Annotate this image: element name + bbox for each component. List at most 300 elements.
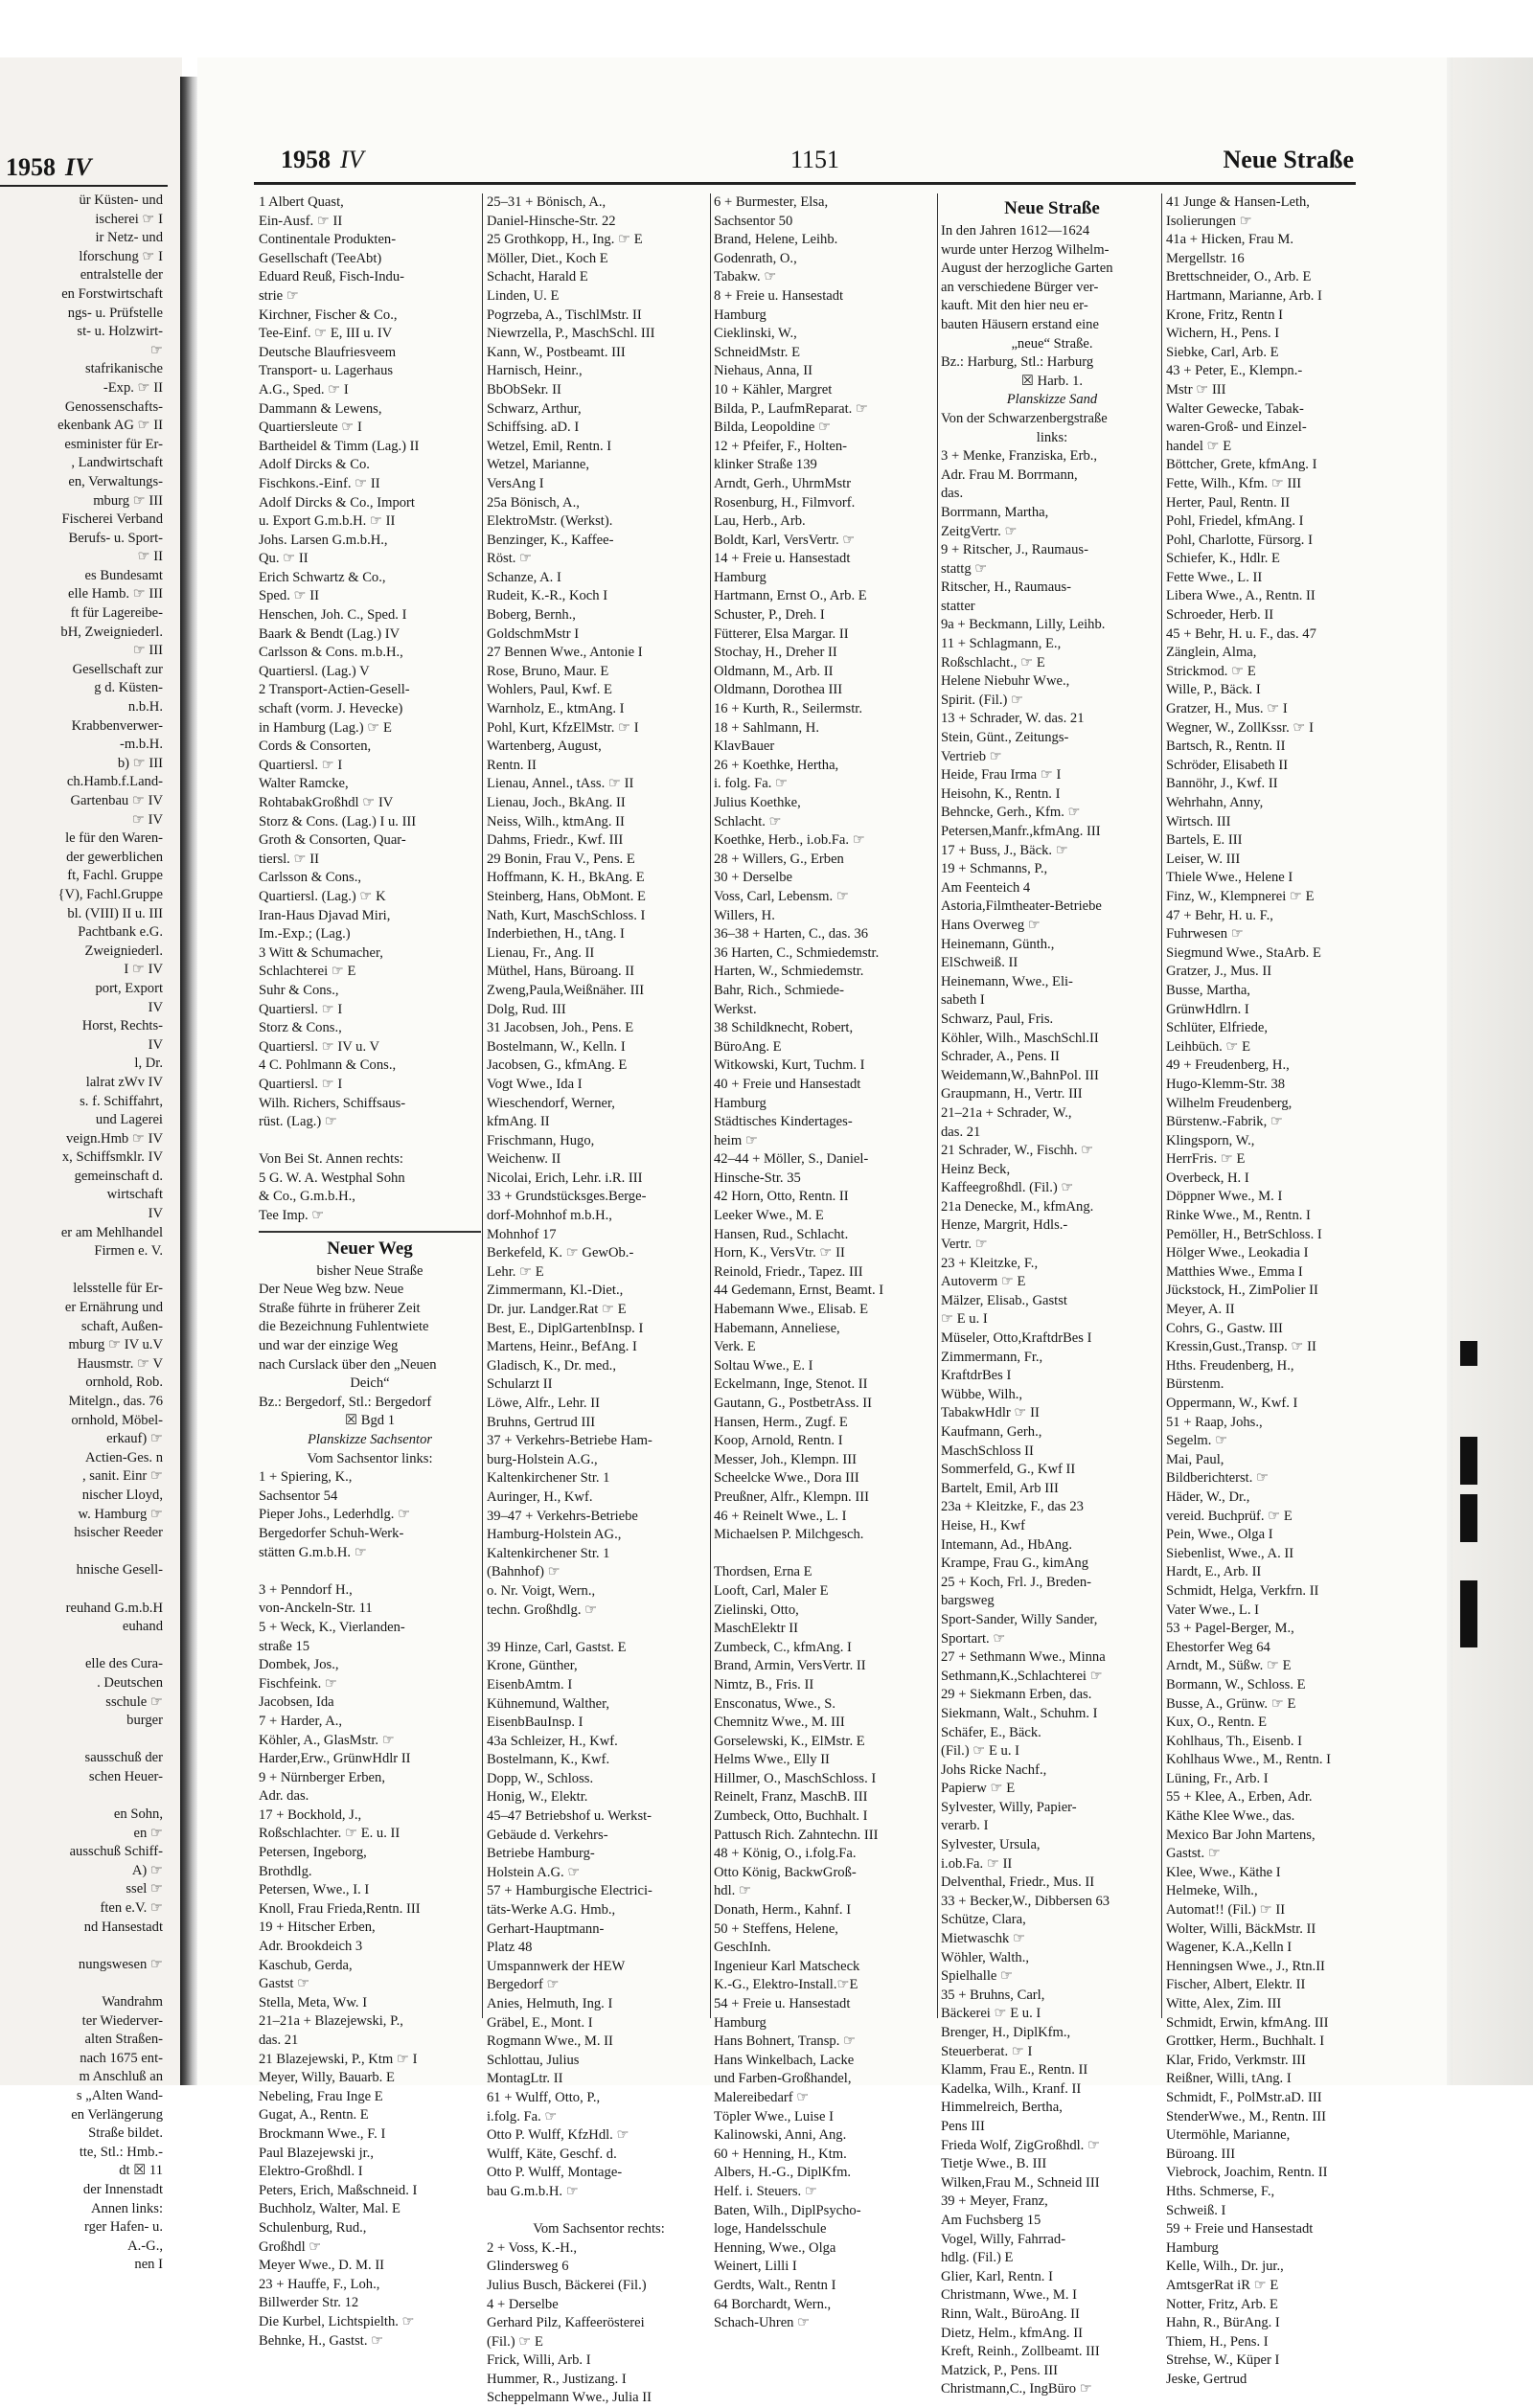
directory-entry-line: Horst, Rechts- (81, 1018, 163, 1034)
directory-entry-line: Otto P. Wulff, Montage- (487, 2165, 623, 2181)
directory-entry-line: Behnke, H., Gastst. ☞ (259, 2332, 384, 2349)
directory-entry-line: Gastst. ☞ (1166, 1846, 1221, 1862)
directory-entry-line: Hamburg (714, 2014, 766, 2031)
directory-entry-line: Busse, Martha, (1166, 982, 1250, 998)
directory-entry-line: Schiefer, K., Hdlr. E (1166, 551, 1280, 567)
directory-entry-line: Vogel, Willy, Fahrrad- (941, 2231, 1066, 2247)
directory-entry-line: Mergellstr. 16 (1166, 250, 1245, 266)
directory-entry-line: Bäckerei ☞ E u. I (941, 2006, 1041, 2022)
directory-entry-line: Spielhalle ☞ (941, 1968, 1014, 1985)
directory-entry-line: Hansen, Herm., Zugf. E (714, 1414, 848, 1430)
directory-entry-line: 33 + Grundstücksges.Berge- (487, 1189, 647, 1205)
directory-entry-line: 9a + Beckmann, Lilly, Leihb. (941, 617, 1106, 633)
directory-entry-line: rger Hafen- u. (84, 2219, 163, 2236)
directory-entry-line: en Verlängerung (71, 2106, 163, 2123)
directory-entry-line: Harnisch, Heinr., (487, 363, 583, 379)
directory-entry-line: Gesellschaft (TeeAbt) (259, 250, 382, 266)
directory-entry-line: Mietwaschk ☞ (941, 1931, 1026, 1947)
directory-entry-line: Frischmann, Hugo, (487, 1132, 595, 1148)
directory-entry-line: Pohl, Charlotte, Fürsorg. I (1166, 532, 1313, 548)
directory-entry-line: 4 C. Pohlmann & Cons., (259, 1057, 397, 1074)
directory-entry-line: Pieper Johs., Lederhdlg. ☞ (259, 1507, 411, 1523)
directory-entry-line: Lienau, Annel., tAss. ☞ II (487, 776, 634, 792)
directory-entry-line: Horn, K., VersVtr. ☞ II (714, 1245, 845, 1261)
directory-entry-line: Nimtz, B., Fris. II (714, 1676, 814, 1692)
directory-entry-line: Pens III (941, 2118, 985, 2134)
directory-entry-line: Hamburg (714, 569, 766, 585)
directory-entry-line: 25–31 + Bönisch, A., (487, 194, 606, 210)
directory-entry-line: Sylvester, Willy, Papier- (941, 1799, 1077, 1815)
street-section-heading: Neuer Weg (327, 1238, 413, 1259)
directory-entry-line: Klar, Frido, Verkmstr. III (1166, 2052, 1306, 2068)
directory-entry-line: verarb. I (941, 1818, 989, 1834)
directory-entry-line: 30 + Derselbe (714, 870, 792, 886)
directory-entry-line: schen Heuer- (88, 1768, 163, 1784)
directory-entry-line: i.folg. Fa. ☞ (487, 2108, 558, 2124)
directory-entry-line: Fischerei Verband (61, 511, 163, 528)
directory-entry-line: Albers, H.-G., DiplKfm. (714, 2165, 852, 2181)
directory-entry-line: Am Fuchsberg 15 (941, 2212, 1041, 2228)
directory-entry-line: Stella, Meta, Ww. I (259, 1994, 368, 2010)
directory-entry-line: Herter, Paul, Rentn. II (1166, 494, 1291, 511)
directory-entry-line: 3 + Penndorf H., (259, 1581, 353, 1598)
directory-entry-line: Petersen, Wwe., I. I (259, 1882, 370, 1898)
directory-entry-line: Mitelgn., das. 76 (68, 1394, 163, 1409)
directory-entry-line: Kirchner, Fischer & Co., (259, 307, 398, 323)
directory-entry-line: Grottker, Herm., Buchhalt. I (1166, 2033, 1325, 2050)
directory-entry-line: 27 Bennen Wwe., Antonie I (487, 645, 643, 661)
directory-entry-line: Leeker Wwe., M. E (714, 1208, 824, 1224)
directory-entry-line: AmtsgerRat iR ☞ E (1166, 2277, 1279, 2293)
directory-entry-line: Kressin,Gust.,Transp. ☞ II (1166, 1339, 1316, 1355)
directory-entry-line: -Exp. ☞ II (103, 379, 163, 396)
directory-entry-line: 21a Denecke, M., kfmAng. (941, 1198, 1094, 1215)
directory-entry-line: Bannöhr, J., Kwf. II (1166, 776, 1278, 792)
blank-line (0, 1261, 163, 1281)
directory-entry-line: KlavBauer (714, 738, 775, 755)
directory-entry-line: Fette Wwe., L. II (1166, 569, 1263, 585)
directory-entry-line: Dammann & Lewens, (259, 400, 382, 417)
directory-entry-line: Quartiersl. (Lag.) V (259, 663, 370, 679)
directory-entry-line: Wilhelm Freudenberg, (1166, 1095, 1293, 1111)
directory-entry-line: Lüning, Fr., Arb. I (1166, 1770, 1269, 1786)
directory-entry-line: Schuster, P., Dreh. I (714, 607, 825, 624)
directory-entry-line: Adolf Dircks & Co. (259, 457, 370, 473)
directory-entry-line: ornhold, Rob. (85, 1374, 163, 1391)
directory-entry-line: Mexico Bar John Martens, (1166, 1827, 1316, 1843)
directory-entry-line: Jacobsen, Ida (259, 1694, 334, 1711)
directory-entry-line: Steinberg, Hans, ObMont. E (487, 888, 646, 904)
directory-entry-line: tiersl. ☞ II (259, 851, 319, 867)
directory-entry-line: Michaelsen P. Milchgesch. (714, 1527, 864, 1543)
directory-entry-line: Benzinger, K., Kaffee- (487, 532, 614, 548)
directory-entry-line: 40 + Freie und Hansestadt (714, 1076, 861, 1092)
directory-entry-line: ☞ II (137, 549, 163, 565)
directory-entry-line: Wieschendorf, Werner, (487, 1095, 615, 1111)
directory-entry-line: Neiss, Wilh., ktmAng. II (487, 813, 625, 829)
directory-entry-line: Hillmer, O., MaschSchloss. I (714, 1770, 877, 1786)
directory-entry-line: 25 + Koch, Frl. J., Breden- (941, 1574, 1091, 1590)
directory-entry-line: Die Kurbel, Lichtspielth. ☞ (259, 2313, 415, 2329)
directory-entry-line: burger (126, 1713, 163, 1729)
directory-entry-line: Henning, Wwe., Olga (714, 2239, 836, 2256)
directory-entry-line: 27 + Sethmann Wwe., Minna (941, 1649, 1106, 1666)
directory-entry-line: Heide, Frau Irma ☞ I (941, 767, 1062, 784)
directory-entry-line: Thordsen, Erna E (714, 1564, 812, 1580)
directory-entry-line: Bz.: Bergedorf, Stl.: Bergedorf (259, 1394, 432, 1410)
directory-entry-line: Schlüter, Elfriede, (1166, 1020, 1268, 1036)
directory-entry-line: Ehestorfer Weg 64 (1166, 1639, 1270, 1655)
directory-entry-line: Krone, Günther, (487, 1658, 578, 1674)
directory-entry-line: 54 + Freie u. Hansestadt (714, 1996, 851, 2011)
directory-entry-line: Zumbeck, C., kfmAng. I (714, 1639, 852, 1655)
directory-entry-line: 9 + Nürnberger Erben, (259, 1769, 385, 1785)
directory-entry-line: ElektroMstr. (Werkst). (487, 513, 613, 530)
directory-entry-line: Heinz Beck, (941, 1161, 1011, 1177)
directory-entry-line: Gebäude d. Verkehrs- (487, 1827, 608, 1843)
directory-entry-line: Wandrahm (102, 1994, 163, 2010)
directory-entry-line: hdlg. (Fil.) E (941, 2250, 1014, 2266)
directory-entry-line: 60 + Henning, H., Ktm. (714, 2146, 847, 2162)
directory-entry-line: x, Schiffsmklr. IV (61, 1149, 163, 1166)
directory-entry-line: täts-Werke A.G. Hmb., (487, 1902, 616, 1919)
directory-entry-line: ZeitgVertr. ☞ (941, 523, 1018, 539)
directory-entry-line: Carlsson & Cons., (259, 870, 362, 886)
directory-entry-line: n.b.H. (127, 699, 163, 716)
directory-entry-line: Actien-Ges. n (84, 1449, 163, 1465)
directory-entry-line: Warnholz, E., ktmAng. I (487, 701, 625, 717)
directory-entry-line: 55 + Klee, A., Erben, Adr. (1166, 1789, 1313, 1806)
directory-entry-line: ☞ III (132, 643, 163, 659)
directory-entry-line: Kohlhaus Wwe., M., Rentn. I (1166, 1752, 1331, 1768)
directory-entry-line: Schlachterei ☞ E (259, 964, 356, 980)
directory-entry-line: Brenger, H., DiplKfm., (941, 2025, 1071, 2040)
directory-entry-line: ☞ IV (131, 811, 163, 828)
directory-entry-line: Gugat, A., Rentn. E (259, 2107, 369, 2124)
directory-entry-line: Helf. i. Steuers. ☞ (714, 2183, 817, 2199)
directory-entry-line: Röst. ☞ (487, 551, 533, 567)
directory-entry-line: i. folg. Fa. ☞ (714, 776, 789, 792)
directory-entry-line: Hölger Wwe., Leokadia I (1166, 1245, 1309, 1261)
directory-entry-line: hnische Gesell- (76, 1562, 163, 1579)
directory-entry-line: Dopp, W., Schloss. (487, 1770, 594, 1786)
directory-entry-line: Papierw ☞ E (941, 1781, 1016, 1797)
directory-entry-line: Heinemann, Günth., (941, 936, 1055, 952)
directory-entry-line: Koop, Arnold, Rentn. I (714, 1433, 843, 1449)
directory-entry-line: Reinelt, Franz, MaschB. III (714, 1789, 868, 1806)
directory-entry-line: bargsweg (941, 1593, 995, 1609)
column-divider (1161, 193, 1162, 2018)
blank-line (0, 1543, 163, 1562)
directory-entry-line: ir Netz- und (95, 230, 163, 246)
directory-entry-line: 17 + Bockhold, J., (259, 1806, 362, 1823)
directory-entry-line: Scheppelmann Wwe., Julia II (487, 2390, 652, 2406)
directory-entry-line: Daniel-Hinsche-Str. 22 (487, 213, 616, 229)
directory-entry-line: Martens, Heinr., BefAng. I (487, 1339, 637, 1355)
directory-entry-line: Storz & Cons., (259, 1020, 342, 1036)
directory-entry-line: Honig, W., Elektr. (487, 1789, 588, 1806)
directory-entry-line: Bartelt, Emil, Arb III (941, 1480, 1059, 1496)
directory-entry-line: Zimmermann, Kl.-Diet., (487, 1283, 624, 1299)
directory-entry-line: handel ☞ E (1166, 438, 1232, 454)
directory-entry-line: ften e.V. ☞ (100, 1900, 163, 1917)
directory-entry-line: 9 + Ritscher, J., Raumaus- (941, 542, 1088, 558)
directory-entry-line: Hamburg (714, 1095, 766, 1111)
directory-entry-line: 23 + Hauffe, F., Loh., (259, 2276, 380, 2292)
directory-entry-line: Bz.: Harburg, Stl.: Harburg (941, 354, 1094, 371)
directory-entry-line: VersAng I (487, 475, 544, 491)
directory-entry-line: . Deutschen (97, 1674, 163, 1691)
directory-entry-line: Hamburg-Holstein AG., (487, 1527, 622, 1543)
directory-entry-line: Malereibedarf ☞ (714, 2089, 810, 2105)
directory-entry-line: Quartiersleute ☞ I (259, 420, 362, 436)
directory-entry-line: Kux, O., Rentn. E (1166, 1715, 1267, 1731)
directory-entry-line: Glindersweg 6 (487, 2259, 569, 2275)
directory-entry-line: Vogt Wwe., Ida I (487, 1076, 583, 1092)
directory-entry-line: Klee, Wwe., Käthe I (1166, 1864, 1281, 1880)
directory-entry-line: Johs Ricke Nachf., (941, 1761, 1047, 1778)
directory-entry-line: Schwarz, Arthur, (487, 400, 582, 417)
directory-entry-line: 10 + Kähler, Margret (714, 381, 833, 398)
directory-entry-line: Buchholz, Walter, Mal. E (259, 2201, 400, 2217)
directory-entry-line: 39 + Meyer, Franz, (941, 2193, 1048, 2210)
directory-entry-line: 39 Hinze, Carl, Gastst. E (487, 1639, 627, 1655)
directory-entry-line: Kann, W., Postbeamt. III (487, 344, 626, 360)
directory-entry-line: Viebrock, Joachim, Rentn. II (1166, 2165, 1328, 2181)
directory-entry-line: Paul Blazejewski jr., (259, 2145, 374, 2161)
directory-entry-line: Quartiersl. (Lag.) ☞ K (259, 888, 386, 904)
directory-entry-line: & Co., G.m.b.H., (259, 1189, 355, 1205)
directory-entry-line: Städtisches Kindertages- (714, 1114, 853, 1130)
directory-entry-line: Wartenberg, August, (487, 738, 602, 755)
directory-entry-line: Sommerfeld, G., Kwf II (941, 1462, 1076, 1478)
directory-entry-line: Schmidt, F., PolMstr.aD. III (1166, 2089, 1322, 2105)
directory-entry-line: Fischfeink. ☞ (259, 1675, 337, 1692)
directory-entry-line: Wetzel, Emil, Rentn. I (487, 438, 612, 454)
directory-entry-line: 26 + Koethke, Hertha, (714, 757, 839, 773)
directory-entry-line: Cords & Consorten, (259, 738, 372, 755)
directory-entry-line: EisenbBauInsp. I (487, 1715, 583, 1731)
directory-entry-line: 49 + Freudenberg, H., (1166, 1057, 1290, 1074)
directory-entry-line: Fette, Wilh., Kfm. ☞ III (1166, 475, 1302, 491)
directory-entry-line: Otto König, BackwGroß- (714, 1864, 857, 1880)
directory-entry-line: port, Export (95, 980, 163, 996)
directory-entry-line: Ensconatus, Wwe., S. (714, 1695, 836, 1712)
centered-note: ☒ Bgd 1 (344, 1413, 395, 1429)
directory-entry-line: Kelle, Wilh., Dr. jur., (1166, 2259, 1284, 2275)
directory-entry-line: Hans Overweg ☞ (941, 917, 1041, 933)
directory-entry-line: Lienau, Joch., BkAng. II (487, 795, 626, 810)
directory-entry-line: Segelm. ☞ (1166, 1433, 1228, 1449)
directory-entry-line: Sport-Sander, Willy Sander, (941, 1611, 1098, 1627)
directory-entry-line: Mälzer, Elisab., Gastst (941, 1292, 1067, 1308)
directory-entry-line: Wöhler, Walth., (941, 1949, 1029, 1965)
directory-entry-line: 42 Horn, Otto, Rentn. II (714, 1189, 849, 1205)
directory-entry-line: Christmann,C., IngBüro ☞ (941, 2381, 1092, 2397)
directory-entry-line: Krabbenverwer- (71, 717, 163, 734)
directory-entry-line: Hinsche-Str. 35 (714, 1170, 801, 1186)
directory-entry-line: Dombek, Jos., (259, 1657, 339, 1673)
directory-entry-line: 31 Jacobsen, Joh., Pens. E (487, 1020, 634, 1036)
directory-entry-line: Witkowski, Kurt, Tuchm. I (714, 1057, 865, 1074)
directory-entry-line: Wulff, Käte, Geschf. d. (487, 2146, 617, 2162)
directory-entry-line: Hugo-Klemm-Str. 38 (1166, 1076, 1286, 1092)
directory-entry-line: ☞ (149, 342, 163, 358)
directory-entry-line: Bartheidel & Timm (Lag.) II (259, 438, 420, 454)
directory-entry-line: gemeinschaft d. (74, 1168, 163, 1184)
directory-entry-line: Schwarz, Paul, Fris. (941, 1011, 1054, 1027)
directory-entry-line: IV (148, 1036, 163, 1053)
directory-entry-line: Petersen, Ingeborg, (259, 1845, 367, 1861)
directory-entry-line: Gratzer, J., Mus. II (1166, 964, 1272, 980)
directory-entry-line: Matthies Wwe., Emma I (1166, 1263, 1303, 1280)
directory-entry-line: Schütze, Clara, (941, 1912, 1026, 1928)
directory-entry-line: 8 + Freie u. Hansestadt (714, 287, 844, 304)
directory-entry-line: 16 + Kurth, R., Seilermstr. (714, 701, 862, 717)
directory-entry-line: Hardt, E., Arb. II (1166, 1564, 1262, 1580)
directory-entry-line: rüst. (Lag.) ☞ (259, 1114, 337, 1130)
directory-entry-line: (Fil.) ☞ E u. I (941, 1743, 1019, 1760)
directory-entry-line: Autoverm ☞ E (941, 1274, 1026, 1290)
directory-entry-line: Julius Koethke, (714, 795, 801, 810)
directory-entry-line: alten Straßen- (84, 2032, 163, 2048)
directory-entry-line: waren-Groß- und Einzel- (1166, 420, 1307, 436)
directory-entry-line: ft für Lagereibe- (70, 605, 163, 622)
directory-entry-line: en, Verwaltungs- (68, 473, 163, 489)
directory-entry-line: 1 Albert Quast, (259, 194, 344, 210)
directory-entry-line: Kalinowski, Anni, Ang. (714, 2127, 847, 2144)
directory-entry-line: reuhand G.m.b.H (65, 1600, 163, 1616)
directory-entry-line: vereid. Buchprüf. ☞ E (1166, 1508, 1293, 1524)
column-divider (482, 193, 483, 2018)
directory-entry-line: 61 + Wulff, Otto, P., (487, 2089, 601, 2105)
directory-entry-line: Zimmermann, Fr., (941, 1349, 1043, 1365)
directory-entry-line: Rinn, Walt., BüroAng. II (941, 2306, 1080, 2322)
directory-entry-line: Utermöhle, Marianne, (1166, 2127, 1291, 2144)
directory-entry-line: Rose, Bruno, Maur. E (487, 663, 609, 679)
directory-entry-line: Hths. Schmerse, F., (1166, 2183, 1275, 2199)
directory-entry-line: Von Bei St. Annen rechts: (259, 1151, 403, 1168)
directory-entry-line: Kaltenkirchener Str. 1 (487, 1470, 610, 1487)
directory-entry-line: Tee-Einf. ☞ E, III u. IV (259, 326, 393, 342)
section-rule (259, 1231, 481, 1233)
previous-page-column (0, 192, 163, 2275)
directory-entry-line: Heise, H., Kwf (941, 1517, 1025, 1533)
directory-entry-line: 35 + Bruhns, Carl, (941, 1987, 1045, 2003)
directory-entry-line: Vater Wwe., L. I (1166, 1602, 1259, 1618)
directory-entry-line: 13 + Schrader, W. das. 21 (941, 711, 1085, 727)
directory-entry-line: Leiser, W. III (1166, 851, 1241, 867)
directory-entry-line: m Anschluß an (79, 2069, 163, 2085)
directory-entry-line: strie ☞ (259, 287, 299, 304)
directory-entry-line: Bahr, Rich., Schmiede- (714, 982, 844, 998)
directory-entry-line: MaschElektr II (714, 1621, 798, 1637)
directory-entry-line: entralstelle der (80, 267, 163, 284)
directory-entry-line: Vertrieb ☞ (941, 748, 1002, 764)
directory-entry-line: Quartiersl. ☞ I (259, 757, 343, 773)
centered-note: links: (1036, 429, 1068, 445)
directory-entry-line: und war der einzige Weg (259, 1338, 399, 1354)
directory-entry-line: Godenrath, O., (714, 250, 797, 266)
directory-entry-line: Zweng,Paula,Weißnäher. III (487, 982, 645, 998)
index-tab (1460, 1437, 1477, 1485)
directory-entry-line: A) ☞ (131, 1862, 163, 1878)
directory-entry-line: Wilh. Richers, Schiffsaus- (259, 1095, 406, 1111)
directory-entry-line: Peters, Erich, Maßschneid. I (259, 2182, 418, 2198)
directory-entry-line: Willers, H. (714, 907, 775, 923)
book-gutter (180, 77, 197, 2085)
directory-entry-line: 28 + Willers, G., Erben (714, 851, 844, 867)
directory-entry-line: Behncke, Gerh., Kfm. ☞ (941, 805, 1081, 821)
directory-entry-line: GoldschmMstr I (487, 625, 580, 642)
directory-entry-line: Leihbüch. ☞ E (1166, 1038, 1251, 1055)
directory-entry-line: Hans Bohnert, Transp. ☞ (714, 2033, 857, 2050)
blank-line (0, 1786, 163, 1806)
blank-line (487, 1620, 711, 1639)
directory-entry-line: Gerhart-Hauptmann- (487, 1920, 605, 1937)
directory-column-4 (941, 193, 1163, 2399)
directory-entry-line: Nebeling, Frau Inge E (259, 2088, 383, 2104)
directory-entry-line: Mai, Paul, (1166, 1451, 1224, 1467)
directory-entry-line: 21–21a + Blazejewski, P., (259, 2013, 403, 2030)
directory-entry-line: Bildberichterst. ☞ (1166, 1470, 1270, 1487)
directory-entry-line: esminister für Er- (64, 436, 163, 452)
directory-entry-line: KraftdrBes I (941, 1368, 1012, 1384)
directory-entry-line: Wagener, K.A.,Kelln I (1166, 1940, 1293, 1956)
directory-entry-line: Schacht, Harald E (487, 269, 588, 285)
directory-entry-line: und Farben-Großhandel, (714, 2071, 852, 2087)
directory-entry-line: Roßschlachter. ☞ E. u. II (259, 1826, 400, 1842)
directory-entry-line: wirtschaft (106, 1187, 163, 1203)
directory-entry-line: Heinemann, Wwe., Eli- (941, 973, 1073, 989)
directory-entry-line: klinker Straße 139 (714, 457, 817, 473)
directory-entry-line: Müthel, Hans, Büroang. II (487, 964, 635, 980)
directory-entry-line: 21 Schrader, W., Fischh. ☞ (941, 1143, 1094, 1159)
directory-entry-line: Wirtsch. III (1166, 813, 1231, 829)
directory-entry-line: kauft. Mit den hier neu er- (941, 298, 1088, 314)
directory-entry-line: Lienau, Fr., Ang. II (487, 944, 595, 961)
directory-entry-line: Delventhal, Friedr., Mus. II (941, 1874, 1095, 1891)
directory-entry-line: wurde unter Herzog Wilhelm- (941, 241, 1110, 258)
directory-entry-line: Groth & Consorten, Quar- (259, 832, 406, 849)
directory-entry-line: Sportart. ☞ (941, 1630, 1006, 1647)
blank-line (0, 1637, 163, 1656)
directory-entry-line: Schanze, A. I (487, 569, 561, 585)
directory-entry-line: Sped. ☞ II (259, 588, 319, 604)
directory-entry-line: Habemann, Anneliese, (714, 1320, 840, 1336)
directory-entry-line: 23 + Kleitzke, F., (941, 1255, 1039, 1271)
directory-entry-line: Hansen, Rud., Schlacht. (714, 1226, 849, 1242)
directory-entry-line: Boldt, Karl, VersVertr. ☞ (714, 532, 856, 548)
directory-entry-line: lelsstelle für Er- (73, 1281, 163, 1297)
directory-entry-line: w. Hamburg ☞ (78, 1506, 163, 1522)
directory-entry-line: Krampe, Frau G., kimAng (941, 1556, 1089, 1572)
directory-entry-line: Matzick, P., Pens. III (941, 2362, 1059, 2378)
directory-entry-line: Looft, Carl, Maler E (714, 1582, 829, 1599)
blank-line (0, 1937, 163, 1956)
directory-entry-line: Thiele Wwe., Helene I (1166, 870, 1293, 886)
directory-entry-line: Nath, Kurt, MaschSchloss. I (487, 907, 646, 923)
directory-entry-line: IV (148, 1206, 163, 1222)
directory-entry-line: lalrat zWv IV (85, 1074, 163, 1090)
column-divider (710, 193, 711, 2018)
directory-entry-line: Von der Schwarzenbergstraße (941, 410, 1108, 426)
directory-entry-line: Glier, Karl, Rentn. I (941, 2268, 1053, 2284)
directory-entry-line: bau G.m.b.H. ☞ (487, 2183, 579, 2199)
directory-entry-line: nd Hansestadt (83, 1919, 163, 1935)
directory-entry-line: Müseler, Otto,KraftdrBes I (941, 1330, 1092, 1347)
directory-entry-line: Messer, Joh., Klempn. III (714, 1451, 857, 1467)
